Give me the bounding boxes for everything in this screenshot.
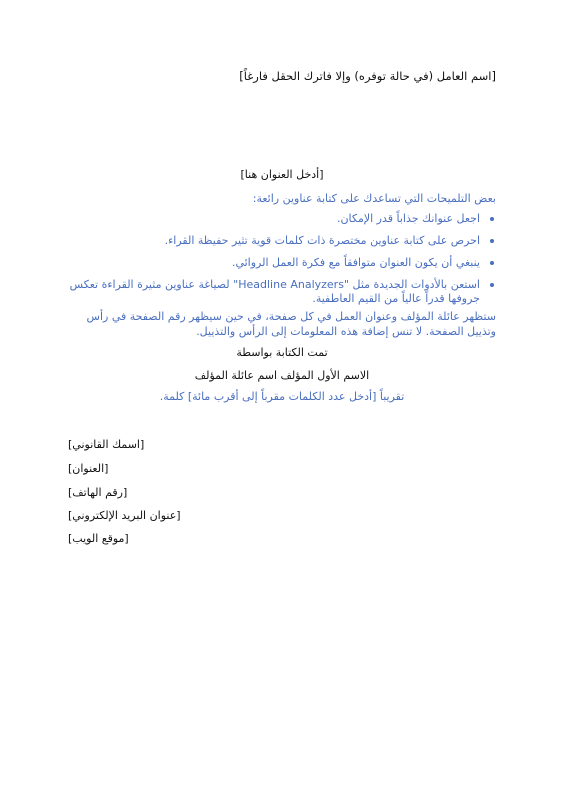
- word-count[interactable]: تقريباً [أدخل عدد الكلمات مقرباً إلى أقرب مائة] كلمة.: [159, 390, 405, 403]
- tip-item: ينبغي أن يكون العنوان متوافقاً مع فكرة العمل الروائي.: [66, 256, 496, 270]
- tips-intro: بعض التلميحات التي تساعدك على كتابة عناوين رائعة:: [252, 192, 496, 205]
- header-footer-note: ستظهر عائلة المؤلف وعنوان العمل في كل صفحة، في حين سيظهر رقم الصفحة في رأس وتذييل الصفحة. لا تنس إضافة هذه المعلومات إلى الرأس والتذييل.: [86, 310, 496, 338]
- byline: تمت الكتابة بواسطة: [236, 346, 328, 359]
- address-field[interactable]: [العنوان]: [68, 462, 109, 475]
- author-name[interactable]: الاسم الأول المؤلف اسم عائلة المؤلف: [194, 369, 370, 382]
- agent-name-placeholder[interactable]: [اسم العامل (في حالة توفره) وإلا فاترك الحقل فارغاً]: [239, 69, 496, 83]
- tip-item: احرص على كتابة عناوين مختصرة ذات كلمات قوية تثير حفيظة القراء.: [66, 234, 496, 248]
- email-field[interactable]: [عنوان البريد الإلكتروني]: [68, 509, 181, 522]
- tips-list: [66, 212, 496, 314]
- tip-item: استعن بالأدوات الجديدة مثل "Headline Analyzers" لصياغة عناوين مثيرة القراءة تعكس جروفها قدراً عالياً من القيم العاطفية.: [66, 278, 496, 306]
- website-field[interactable]: [موقع الويب]: [68, 532, 129, 545]
- legal-name-field[interactable]: [اسمك القانوني]: [68, 438, 145, 451]
- tip-item: اجعل عنوانك جذاباً قدر الإمكان.: [66, 212, 496, 226]
- title-placeholder[interactable]: [أدخل العنوان هنا]: [240, 168, 324, 181]
- phone-field[interactable]: [رقم الهاتف]: [68, 486, 128, 499]
